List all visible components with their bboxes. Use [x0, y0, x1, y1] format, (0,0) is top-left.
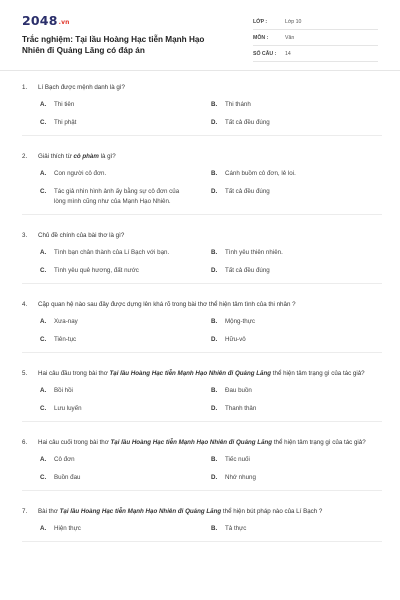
question-divider [22, 421, 382, 422]
info-value: 14 [285, 50, 291, 57]
option-letter: B. [211, 387, 218, 394]
answer-option[interactable] [40, 118, 211, 128]
question-divider [22, 135, 382, 136]
option-text: Tình yêu thiên nhiên. [225, 249, 283, 256]
question-number: 2. [22, 153, 28, 160]
answer-options [22, 100, 382, 136]
option-letter: A. [40, 170, 47, 177]
question-text-emphasis: Tại lầu Hoàng Hạc tiễn Mạnh Hạo Nhiên đi Quảng Lăng [59, 508, 222, 515]
answer-option[interactable] [211, 266, 382, 276]
question-divider [22, 541, 382, 542]
option-letter: C. [40, 188, 47, 195]
question-text [38, 230, 124, 241]
option-text: Tình yêu quê hương, đất nước [54, 267, 139, 274]
info-value: Văn [285, 34, 295, 41]
answer-option[interactable] [40, 524, 211, 534]
question-text-pre: Cặp quan hệ nào sau đây được dựng lên khá rõ trong bài thơ thể hiện tâm tình của thi nhân ? [38, 301, 296, 308]
question-number: 7. [22, 508, 28, 515]
question-row [22, 437, 382, 448]
answer-option[interactable] [40, 187, 211, 207]
option-letter: B. [211, 249, 218, 256]
answer-options [22, 524, 382, 542]
question-item [22, 437, 382, 491]
question-item [22, 506, 382, 542]
question-text [38, 151, 116, 162]
question-number: 4. [22, 301, 28, 308]
option-letter: B. [211, 525, 218, 532]
question-text [38, 82, 125, 93]
page-title: Trắc nghiệm: Tại lầu Hoàng Hạc tiễn Mạnh Hạo Nhiên đi Quảng Lăng có đáp án [22, 35, 205, 55]
option-text: Con người cô đơn. [54, 170, 107, 177]
option-text: Xưa-nay [54, 318, 78, 325]
option-text: Buồn đau [54, 474, 81, 481]
option-text: Tả thực [225, 525, 247, 532]
question-text-post: thể hiện tâm trạng gì của tác giả? [272, 439, 366, 446]
answer-option[interactable] [211, 187, 382, 207]
option-text: Thi tiên [54, 101, 75, 108]
header-divider [0, 70, 400, 71]
info-value: Lớp 10 [285, 18, 302, 25]
option-text: Đau buồn [225, 387, 252, 394]
answer-option[interactable] [40, 169, 211, 179]
answer-option[interactable] [40, 266, 211, 276]
answer-option[interactable] [40, 404, 211, 414]
question-divider [22, 214, 382, 215]
question-item [22, 299, 382, 353]
answer-option[interactable] [40, 473, 211, 483]
question-number: 5. [22, 370, 28, 377]
option-letter: A. [40, 456, 47, 463]
question-list [22, 82, 382, 557]
answer-option[interactable] [40, 317, 211, 327]
site-logo[interactable] [22, 13, 70, 28]
option-text: Bồi hồi [54, 387, 73, 394]
info-label: MÔN : [253, 34, 269, 41]
option-text: Nhớ nhung [225, 474, 256, 481]
option-text: Tác giả nhìn hình ảnh ấy bằng sự cô đơn của lòng mình cũng như của Mạnh Hạo Nhiên. [54, 188, 180, 205]
question-number: 6. [22, 439, 28, 446]
question-text [38, 368, 365, 379]
answer-option[interactable] [211, 473, 382, 483]
question-row [22, 368, 382, 379]
answer-option[interactable] [211, 386, 382, 396]
option-letter: C. [40, 405, 47, 412]
question-item [22, 151, 382, 215]
info-row-count [253, 46, 378, 62]
answer-option[interactable] [40, 248, 211, 258]
answer-options [22, 248, 382, 284]
logo-main: 2048 [22, 13, 58, 28]
option-letter: B. [211, 318, 218, 325]
option-text: Mộng-thực [225, 318, 255, 325]
option-letter: D. [211, 405, 218, 412]
question-text-post: là gì? [98, 153, 116, 160]
answer-option[interactable] [40, 335, 211, 345]
answer-option[interactable] [211, 455, 382, 465]
question-text [38, 506, 322, 517]
option-letter: B. [211, 456, 218, 463]
option-letter: D. [211, 336, 218, 343]
answer-options [22, 455, 382, 491]
page-header [0, 0, 400, 70]
answer-options [22, 317, 382, 353]
option-text: Tất cả đều đúng [225, 119, 270, 126]
question-row [22, 230, 382, 241]
option-letter: A. [40, 387, 47, 394]
option-letter: D. [211, 267, 218, 274]
question-row [22, 151, 382, 162]
info-label: LỚP : [253, 18, 268, 25]
question-row [22, 82, 382, 93]
option-text: Cánh buồm cô đơn, lẻ loi. [225, 170, 296, 177]
option-text: Lưu luyến [54, 405, 82, 412]
info-row-class [253, 14, 378, 30]
question-text-emphasis: Tại lầu Hoàng Hạc tiễn Mạnh Hạo Nhiên đi Quảng Lăng [110, 439, 273, 446]
answer-options [22, 169, 382, 215]
answer-option[interactable] [40, 100, 211, 110]
answer-option[interactable] [40, 455, 211, 465]
question-number: 1. [22, 84, 28, 91]
question-text-post: thể hiện bút pháp nào của Lí Bạch ? [221, 508, 323, 515]
answer-option[interactable] [211, 118, 382, 128]
option-text: Tình bạn chân thành của Lí Bạch với bạn. [54, 249, 170, 256]
option-text: Tất cả đều đúng [225, 188, 270, 195]
option-text: Hiện thực [54, 525, 81, 532]
option-text: Thanh thản [225, 405, 257, 412]
question-text-post: thể hiện tâm trạng gì của tác giả? [271, 370, 365, 377]
option-letter: A. [40, 101, 47, 108]
option-letter: D. [211, 188, 218, 195]
quiz-info-box [253, 14, 378, 62]
answer-option[interactable] [211, 404, 382, 414]
question-text [38, 299, 296, 310]
answer-option[interactable] [211, 335, 382, 345]
option-letter: D. [211, 119, 218, 126]
question-item [22, 230, 382, 284]
option-letter: B. [211, 101, 218, 108]
question-text-pre: Lí Bạch được mệnh danh là gì? [38, 84, 125, 91]
option-letter: C. [40, 119, 47, 126]
info-row-subject [253, 30, 378, 46]
answer-option[interactable] [211, 524, 382, 534]
question-number: 3. [22, 232, 28, 239]
question-text-pre: Giải thích từ [38, 153, 74, 160]
question-text-pre: Hai câu đầu trong bài thơ [38, 370, 110, 377]
answer-option[interactable] [211, 248, 382, 258]
question-text-emphasis: cô phàm [73, 153, 99, 160]
answer-option[interactable] [211, 100, 382, 110]
option-text: Hữu-vô [225, 336, 246, 343]
option-text: Cô đơn [54, 456, 75, 463]
option-letter: D. [211, 474, 218, 481]
question-divider [22, 352, 382, 353]
question-text-pre: Hai câu cuối trong bài thơ [38, 439, 111, 446]
question-item [22, 368, 382, 422]
question-row [22, 506, 382, 517]
option-text: Thi thánh [225, 101, 251, 108]
logo-suffix: .vn [58, 19, 70, 26]
option-text: Tiếc nuối [225, 456, 250, 463]
answer-option[interactable] [40, 386, 211, 396]
option-text: Thi phật [54, 119, 77, 126]
option-letter: A. [40, 525, 47, 532]
question-divider [22, 490, 382, 491]
option-text: Tất cả đều đúng [225, 267, 270, 274]
answer-option[interactable] [211, 169, 382, 179]
answer-options [22, 386, 382, 422]
option-letter: B. [211, 170, 218, 177]
answer-option[interactable] [211, 317, 382, 327]
option-letter: A. [40, 249, 47, 256]
option-letter: C. [40, 336, 47, 343]
question-text-pre: Bài thơ [38, 508, 60, 515]
option-letter: C. [40, 474, 47, 481]
info-label: SỐ CÂU : [253, 50, 277, 57]
question-row [22, 299, 382, 310]
question-text-pre: Chủ đề chính của bài thơ là gì? [38, 232, 125, 239]
question-text-emphasis: Tại lầu Hoàng Hạc tiễn Mạnh Hạo Nhiên đi Quảng Lăng [109, 370, 272, 377]
question-item [22, 82, 382, 136]
question-divider [22, 283, 382, 284]
question-text [38, 437, 366, 448]
option-letter: C. [40, 267, 47, 274]
option-text: Tiên-tục [54, 336, 77, 343]
option-letter: A. [40, 318, 47, 325]
